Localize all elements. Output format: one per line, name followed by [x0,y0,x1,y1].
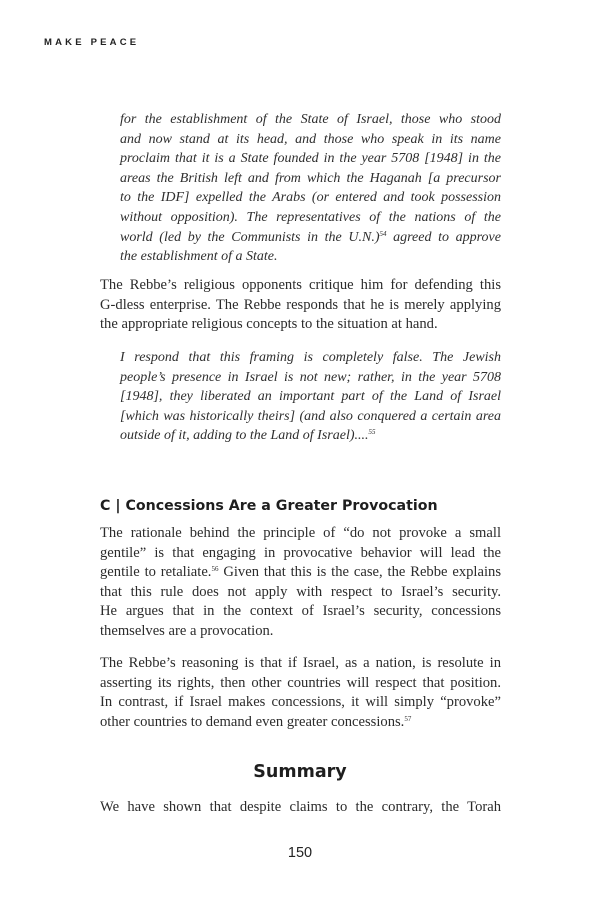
paragraph-line: gentile” is that engaging in provocative behavior will lead the [100,544,501,561]
paragraph-line: G-dless enterprise. The Rebbe responds that he is merely applying [100,296,501,313]
paragraph-line: The Rebbe’s religious opponents critique him for defending this [100,277,501,293]
quote-line: [which was historically theirs] (and also conquered a certain area [120,408,501,424]
paragraph-line: He argues that in the context of Israel’s security, concessions [100,603,501,620]
quote-line [120,228,501,248]
paragraph-text: Given that this is the case, the Rebbe explains [218,564,501,581]
paragraph-3 [100,654,501,732]
quote-line [120,426,501,446]
paragraph-line: We have shown that despite claims to the contrary, the Torah [100,799,501,815]
section-heading: C | Concessions Are a Greater Provocation [100,498,438,514]
quote-line: and now stand at its head, and those who speak in its name [120,131,501,147]
paragraph-line: The rationale behind the principle of “do not provoke a small [100,525,501,541]
paragraph-1 [100,276,501,335]
block-quote-1 [120,110,501,267]
paragraph-2 [100,524,501,642]
paragraph-line: In contrast, if Israel makes concessions, it will simply “provoke” [100,694,501,711]
page-number: 150 [287,845,313,861]
paragraph-line: the appropriate religious concepts to the situation at hand. [100,316,438,333]
running-head: MAKE PEACE [44,37,140,48]
quote-line: the establishment of a State. [120,249,278,265]
paragraph-line: The Rebbe’s reasoning is that if Israel, as a nation, is resolute in [100,655,501,671]
quote-line: for the establishment of the State of Israel, those who stood [120,112,501,127]
paragraph-line: that this rule does not apply with respect to Israel’s security. [100,583,501,600]
footnote-ref-54[interactable]: 54 [379,229,387,238]
footnote-ref-57[interactable]: 57 [404,714,412,723]
paragraph-line: asserting its rights, then other countries will respect that position. [100,674,501,691]
block-quote-2 [120,348,501,446]
quote-line: areas the British left and from which the Haganah [a precursor [120,170,501,186]
paragraph-line [100,713,501,733]
quote-line: to the IDF] expelled the Arabs (or entered and took possession [120,190,501,206]
footnote-ref-55[interactable]: 55 [368,428,376,437]
quote-line: people’s presence in Israel is not new; rather, in the year 5708 [120,369,501,385]
paragraph-line: themselves are a provocation. [100,622,274,639]
paragraph-text: gentile to retaliate. [100,564,212,581]
paragraph-text: other countries to demand even greater concessions. [100,713,405,730]
quote-line: [1948], they liberated an important part of the Land of Israel [120,389,501,405]
quote-line: I respond that this framing is completely false. The Jewish [120,350,501,365]
quote-text: outside of it, adding to the Land of Israel).... [120,428,369,444]
summary-paragraph [100,798,501,818]
footnote-ref-56[interactable]: 56 [211,565,219,574]
quote-text: world (led by the Communists in the U.N.) [120,229,380,245]
paragraph-line [100,563,501,583]
quote-line: proclaim that it is a State founded in the year 5708 [1948] in the [120,151,501,167]
quote-line: without opposition). The representatives of the nations of the [120,209,501,225]
summary-heading: Summary [253,762,347,782]
quote-text: agreed to approve [386,229,501,245]
